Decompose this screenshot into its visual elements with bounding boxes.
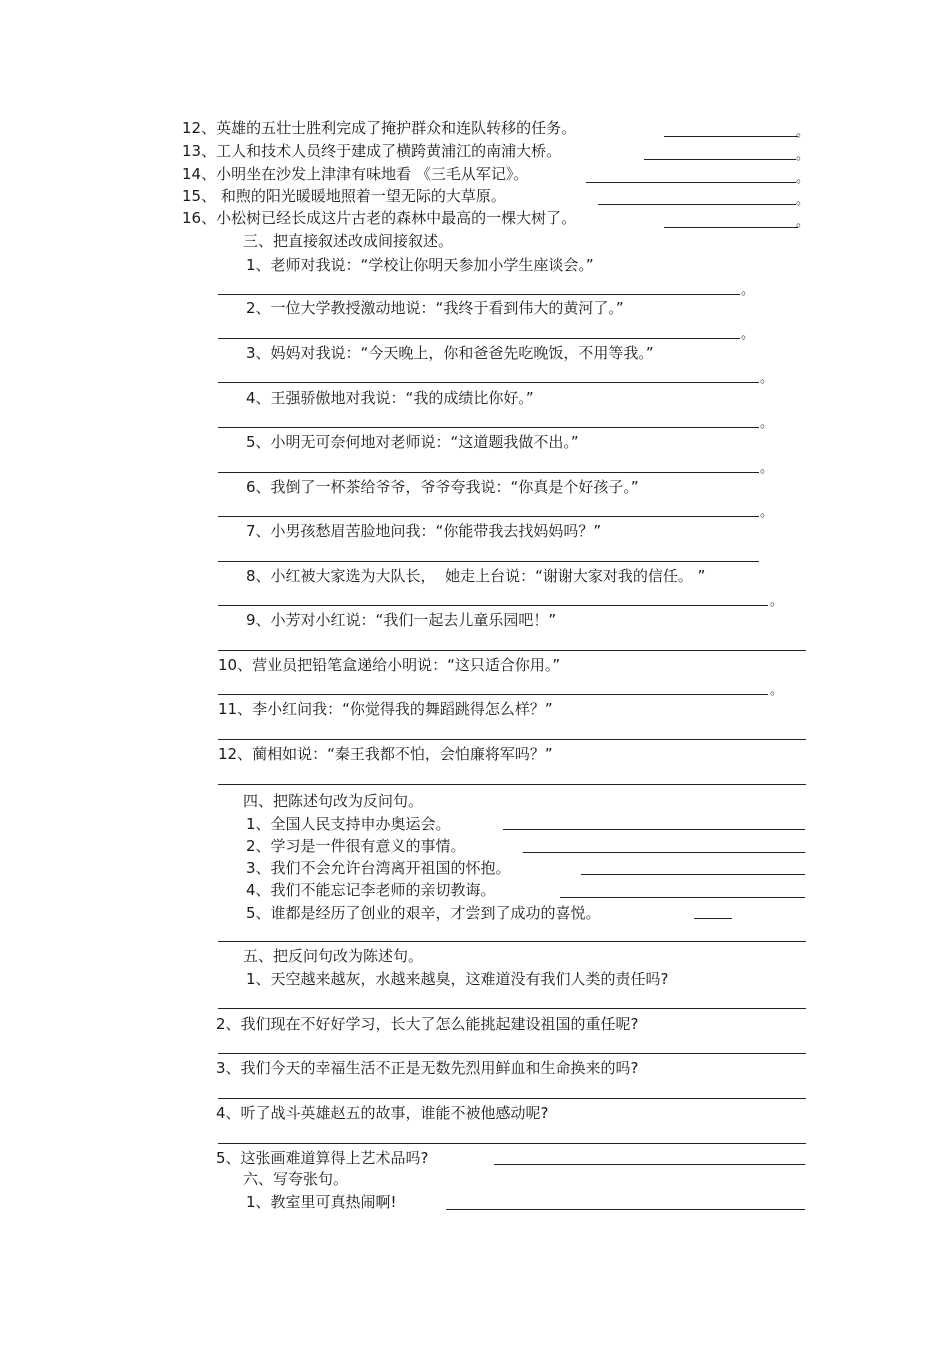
answer-line[interactable] (218, 338, 740, 339)
answer-line[interactable] (218, 1008, 806, 1009)
answer-line[interactable] (694, 918, 732, 919)
question-item: 1、教室里可真热闹啊! (246, 1193, 397, 1211)
answer-line[interactable] (218, 294, 740, 295)
answer-line[interactable] (560, 897, 805, 898)
question-item: 10、营业员把铅笔盒递给小明说：“这只适合你用。” (218, 656, 561, 674)
answer-line[interactable] (644, 159, 796, 160)
answer-line[interactable] (218, 1053, 806, 1054)
answer-line[interactable] (218, 941, 806, 942)
question-item: 6、我倒了一杯茶给爷爷，爷爷夸我说：“你真是个好孩子。” (246, 478, 639, 496)
answer-line[interactable] (218, 694, 768, 695)
sentence-item: 14、小明坐在沙发上津津有味地看 《三毛从军记》。 (182, 165, 529, 183)
period-mark: 。 (796, 215, 810, 230)
question-item: 9、小芳对小红说：“我们一起去儿童乐园吧！” (246, 611, 557, 629)
answer-line[interactable] (218, 561, 759, 562)
question-item: 2、学习是一件很有意义的事情。 (246, 837, 466, 855)
question-item: 2、一位大学教授激动地说：“我终于看到伟大的黄河了。” (246, 299, 624, 317)
answer-line[interactable] (494, 1164, 805, 1165)
section-heading: 五、把反问句改为陈述句。 (243, 947, 424, 965)
answer-line[interactable] (218, 784, 806, 785)
question-item: 7、小男孩愁眉苦脸地问我：“你能带我去找妈妈吗？” (246, 522, 602, 540)
answer-line[interactable] (598, 204, 796, 205)
question-item: 2、我们现在不好好学习，长大了怎么能挑起建设祖国的重任呢? (216, 1015, 639, 1033)
question-item: 5、小明无可奈何地对老师说：“这道题我做不出。” (246, 433, 579, 451)
period-mark: 。 (760, 371, 774, 386)
answer-line[interactable] (218, 382, 759, 383)
answer-line[interactable] (218, 739, 806, 740)
question-item: 3、我们不会允许台湾离开祖国的怀抱。 (246, 859, 511, 877)
answer-line[interactable] (586, 182, 796, 183)
answer-line[interactable] (581, 874, 805, 875)
answer-line[interactable] (218, 1143, 806, 1144)
section-heading: 四、把陈述句改为反问句。 (243, 792, 424, 810)
answer-line[interactable] (503, 829, 805, 830)
question-item: 12、蔺相如说：“秦王我都不怕，会怕廉将军吗？” (218, 745, 553, 763)
question-item: 5、这张画难道算得上艺术品吗? (216, 1149, 429, 1167)
answer-line[interactable] (218, 472, 759, 473)
answer-line[interactable] (218, 1098, 806, 1099)
section-heading: 三、把直接叙述改成间接叙述。 (243, 232, 454, 250)
period-mark: 。 (760, 416, 774, 431)
sentence-item: 12、英雄的五壮士胜利完成了掩护群众和连队转移的任务。 (182, 119, 577, 137)
sentence-item: 13、工人和技术人员终于建成了横跨黄浦江的南浦大桥。 (182, 142, 562, 160)
period-mark: 。 (796, 193, 810, 208)
period-mark: 。 (760, 505, 774, 520)
answer-line[interactable] (664, 136, 798, 137)
period-mark: 。 (796, 148, 810, 163)
question-item: 5、谁都是经历了创业的艰辛，才尝到了成功的喜悦。 (246, 904, 601, 922)
answer-line[interactable] (218, 605, 768, 606)
answer-line[interactable] (218, 650, 806, 651)
period-mark: 。 (770, 594, 784, 609)
period-mark: 。 (741, 327, 755, 342)
answer-line[interactable] (446, 1209, 805, 1210)
section-heading: 六、写夸张句。 (243, 1170, 349, 1188)
answer-line[interactable] (523, 852, 805, 853)
answer-line[interactable] (664, 227, 798, 228)
period-mark: 。 (796, 125, 810, 140)
question-item: 1、老师对我说：“学校让你明天参加小学生座谈会。” (246, 256, 594, 274)
question-item: 4、听了战斗英雄赵五的故事，谁能不被他感动呢? (216, 1104, 549, 1122)
answer-line[interactable] (218, 516, 759, 517)
question-item: 1、全国人民支持申办奥运会。 (246, 815, 451, 833)
question-item: 4、我们不能忘记李老师的亲切教诲。 (246, 881, 496, 899)
answer-line[interactable] (218, 427, 759, 428)
period-mark: 。 (770, 683, 784, 698)
period-mark: 。 (760, 461, 774, 476)
sentence-item: 15、 和煦的阳光暖暖地照着一望无际的大草原。 (182, 187, 506, 205)
question-item: 1、天空越来越灰，水越来越臭，这难道没有我们人类的责任吗? (246, 970, 669, 988)
sentence-item: 16、小松树已经长成这片古老的森林中最高的一棵大树了。 (182, 209, 577, 227)
question-item: 3、妈妈对我说：“今天晚上，你和爸爸先吃晚饭，不用等我。” (246, 344, 654, 362)
question-item: 4、王强骄傲地对我说：“我的成绩比你好。” (246, 389, 534, 407)
question-item: 8、小红被大家选为大队长， 她走上台说：“谢谢大家对我的信任。 ” (246, 567, 706, 585)
question-item: 11、李小红问我：“你觉得我的舞蹈跳得怎么样？” (218, 700, 553, 718)
period-mark: 。 (741, 283, 755, 298)
question-item: 3、我们今天的幸福生活不正是无数先烈用鲜血和生命换来的吗? (216, 1059, 639, 1077)
period-mark: 。 (796, 171, 810, 186)
